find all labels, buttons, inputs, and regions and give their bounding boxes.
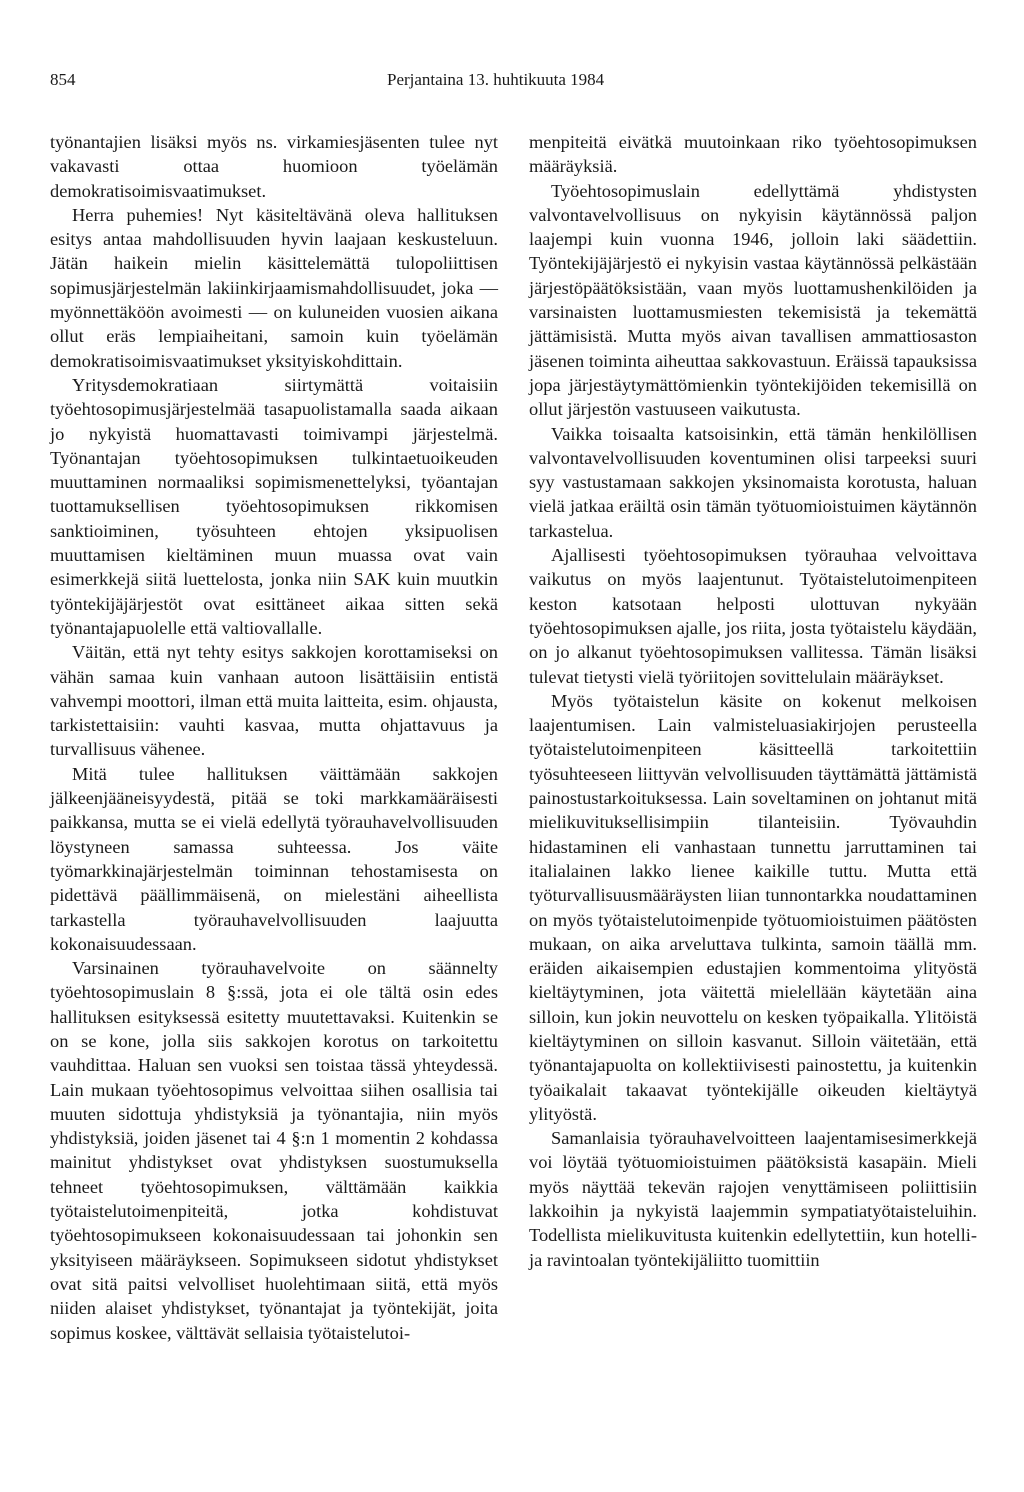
paragraph: Samanlaisia työrauhavelvoitteen laajentamisesimerkkejä voi löytää työtuomioistuimen päätöksistä kasapäin. Mieli myös näyttää tekevän rajojen venyttämiseen poliittisiin lakkoihin ja nykyistä laajemmin sympatiatyötaisteluihin. Todellista mielikuvitusta kuitenkin edellytettiin, kun hotelli- ja ravintoalan työntekijäliitto tuomittiin <box>529 1128 977 1270</box>
page-header <box>50 70 990 92</box>
paragraph: Yritysdemokratiaan siirtymättä voitaisiin työehtosopimusjärjestelmää tasapuolistamalla saada aikaan jo nykyistä huomattavasti toimivampi järjestelmä. Työnantajan työehtosopimuksen tulkintaetuoikeuden muuttaminen normaaliksi sopimismenettelyksi, työantajan tuottamuksellisen työehtosopimuksen rikkomisen sanktioiminen, työsuhteen ehtojen yksipuolisen muuttamisen kieltäminen muun muassa ovat vain esimerkkejä siitä luettelosta, jonka niin SAK kuin muutkin työntekijäjärjestöt ovat esittäneet aikaa sitten sekä työnantajapuolelle että valtiovallalle. <box>50 374 498 638</box>
paragraph: Varsinainen työrauhavelvoite on säännelty työehtosopimuslain 8 §:ssä, jota ei ole tältä osin edes hallituksen esityksessä esitetty muutettavaksi. Kuitenkin se on se kone, jolla siis sakkojen korotus on tarkoitettu vauhdittaa. Haluan sen vuoksi sen toistaa tässä yhteydessä. Lain mukaan työehtosopimus velvoittaa siihen osallisia tai muuten sidottuja yhdistyksiä ja työnantajia, niin myös yhdistyksiä, joiden jäsenet tai 4 §:n 1 momentin 2 kohdassa mainitut yhdistykset ovat yhdistyksen suostumuksella tehneet työehtosopimuksen, välttämään kaikkia työtaistelutoimenpiteitä, jotka kohdistuvat työehtosopimukseen kokonaisuudessaan tai johonkin sen yksityiseen määräykseen. Sopimukseen sidotut yhdistykset ovat sitä paitsi velvolliset huolehtimaan siitä, että myös niiden alaiset yhdistykset, työnantajat ja työntekijät, joita sopimus koskee, välttävät sellaisia työtaistelutoi- <box>50 958 498 1343</box>
paragraph: Ajallisesti työehtosopimuksen työrauhaa velvoittava vaikutus on myös laajentunut. Työtaistelutoimenpiteen keston katsotaan helposti ulottuvan nykyään työehtosopimuksen ajalle, jos riita, josta työtaistelu käydään, on jo alkanut työehtosopimuksen vallitessa. Tämän lisäksi tulevat tietysti vielä työriitojen sovittelulain määräykset. <box>529 545 977 687</box>
page-number: 854 <box>50 70 76 89</box>
paragraph: menpiteitä eivätkä muutoinkaan riko työehtosopimuksen määräyksiä. <box>529 132 977 177</box>
paragraph: Työehtosopimuslain edellyttämä yhdistysten valvontavelvollisuus on nykyisin käytännössä paljon laajempi kuin vuonna 1946, jolloin laki säädettiin. Työntekijäjärjestö ei nykyisin vastaa käytännössä pelkästään järjestöpäätöksistään, vaan myös luottamushenkilöiden ja varsinaisten luottamusmiesten tekemisistä ja tekemättä jättämisistä. Mutta myös aivan tavallisen ammattiosaston jäsenen toiminta aiheuttaa sakkovastuun. Eräissä tapauksissa jopa järjestäytymättömienkin työntekijöiden tekemisillä on ollut järjestön vastuuseen vaikutusta. <box>529 180 977 420</box>
right-column <box>529 130 977 1272</box>
paragraph: Mitä tulee hallituksen väittämään sakkojen jälkeenjääneisyydestä, pitää se toki markkamääräisesti paikkansa, mutta se ei vielä edellytä työrauhavelvollisuuden löystyneen samassa suhteessa. Jos väite työmarkkinajärjestelmän toiminnan tehostamisesta on pidettävä päällimmäisenä, on mielestäni aiheellista tarkastella työrauhavelvollisuuden laajuutta kokonaisuudessaan. <box>50 763 498 954</box>
paragraph: Myös työtaistelun käsite on kokenut melkoisen laajentumisen. Lain valmisteluasiakirjojen perusteella työtaistelutoimenpiteen käsitteellä tarkoitettiin työsuhteeseen liittyvän velvollisuuden täyttämättä jättämistä painostustarkoituksessa. Lain soveltaminen on johtanut mitä mielikuvituksellisimpiin tilanteisiin. Työvauhdin hidastaminen eli vanhastaan tunnettu jarruttaminen tai italialainen lakko lienee kaikille tuttu. Mutta että työturvallisuusmääräysten liian tunnontarkka noudattaminen on myös työtaistelutoimenpide työtuomioistuimen päätösten mukaan, on aika arveluttava tulkinta, samoin täällä mm. eräiden aikaisempien edustajien kommentoima ylityöstä kieltäytyminen, jota väitettä mielellään käytetään aina silloin, kun jokin neuvottelu on kesken työpaikalla. Ylitöistä kieltäytyminen on silloin kasvanut. Silloin väitetään, että työnantajapuolta on kollektiivisesti painostettu, ja kuitenkin työaikalait takaavat työntekijälle oikeuden kieltäytyä ylityöstä. <box>529 690 977 1124</box>
header-title: Perjantaina 13. huhtikuuta 1984 <box>387 70 605 89</box>
paragraph: Herra puhemies! Nyt käsiteltävänä oleva hallituksen esitys antaa mahdollisuuden hyvin laajaan keskusteluun. Jätän haikein mielin käsittelemättä tulopoliittisen sopimusjärjestelmän lakiinkirjaamismahdollisuudet, joka — myönnettäköön avoimesti — on kuluneiden vuosien aikana ollut eräs lempiaiheitani, samoin kuin työelämän demokratisoimisvaatimukset yksityiskohdittain. <box>50 204 498 371</box>
paragraph: Vaikka toisaalta katsoisinkin, että tämän henkilöllisen valvontavelvollisuuden koventuminen olisi tarpeeksi suuri syy vastustamaan sakkojen yksinomaista korotusta, haluan vielä jatkaa eräiltä osin tämän työtuomioistuimen käytännön tarkastelua. <box>529 423 977 541</box>
paragraph: Väitän, että nyt tehty esitys sakkojen korottamiseksi on vähän samaa kuin vanhaan autoon lisättäisiin entistä vahvempi moottori, ilman että muita laitteita, esim. ohjausta, tarkistettaisiin: vauhti kasvaa, mutta ohjattavuus ja turvallisuus vähenee. <box>50 642 498 760</box>
left-column <box>50 130 498 1345</box>
paragraph: työnantajien lisäksi myös ns. virkamiesjäsenten tulee nyt vakavasti ottaa huomioon työelämän demokratisoimisvaatimukset. <box>50 132 498 201</box>
